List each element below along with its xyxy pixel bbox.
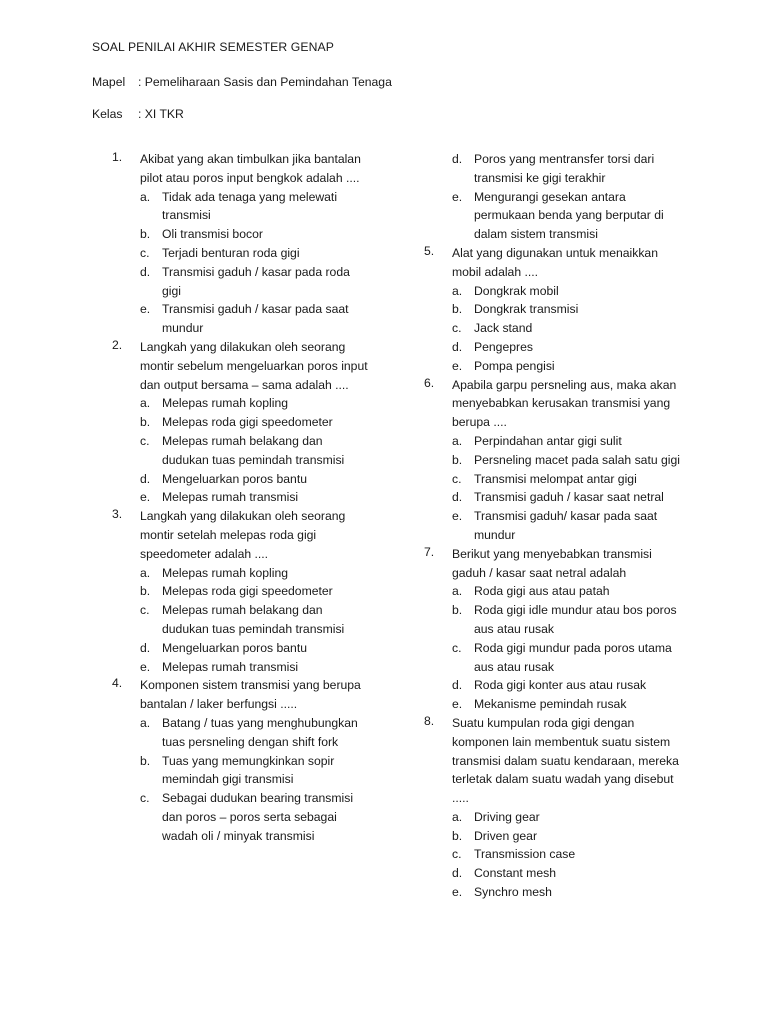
- option-label: e.: [140, 659, 151, 674]
- mapel-value: : Pemeliharaan Sasis dan Pemindahan Tenaga: [138, 75, 392, 89]
- option-text: Transmisi gaduh / kasar saat netral: [474, 490, 664, 505]
- option-label: d.: [140, 640, 151, 655]
- option-label: a.: [452, 584, 463, 599]
- left-column: [112, 150, 372, 845]
- option-label: b.: [140, 227, 151, 242]
- question-8: [424, 714, 680, 902]
- option-label: c.: [140, 433, 150, 448]
- question-text: Langkah yang dilakukan oleh seorang montir sebelum mengeluarkan poros input dan output bersama – sama adalah ....: [140, 339, 368, 392]
- option-label: e.: [452, 189, 463, 204]
- option-text: Transmisi gaduh / kasar pada roda gigi: [162, 264, 350, 298]
- option-text: Melepas roda gigi speedometer: [162, 584, 333, 599]
- option-text: Roda gigi mundur pada poros utama aus atau rusak: [474, 640, 672, 674]
- option-text: Constant mesh: [474, 866, 556, 881]
- option-label: a.: [452, 433, 463, 448]
- option-text: Pompa pengisi: [474, 358, 555, 373]
- option-text: Driving gear: [474, 809, 540, 824]
- option-a: [140, 564, 372, 583]
- option-text: Mengeluarkan poros bantu: [162, 640, 307, 655]
- option-d: [452, 150, 680, 188]
- option-c: [452, 319, 680, 338]
- option-d: [452, 864, 680, 883]
- option-text: Melepas rumah belakang dan dudukan tuas pemindah transmisi: [162, 433, 345, 467]
- option-text: Poros yang mentransfer torsi dari transmisi ke gigi terakhir: [474, 152, 655, 185]
- option-label: b.: [452, 452, 463, 467]
- option-text: Driven gear: [474, 828, 537, 843]
- question-text: Komponen sistem transmisi yang berupa bantalan / laker berfungsi .....: [140, 678, 361, 712]
- option-label: e.: [452, 358, 463, 373]
- question-number: 8.: [424, 713, 435, 728]
- option-label: e.: [140, 302, 151, 317]
- option-b: [452, 827, 680, 846]
- option-text: Terjadi benturan roda gigi: [162, 245, 300, 260]
- option-c: [140, 244, 372, 263]
- question-2: [112, 338, 372, 507]
- question-7: [424, 545, 680, 714]
- option-label: a.: [452, 809, 463, 824]
- option-label: e.: [140, 490, 151, 505]
- question-number: 3.: [112, 507, 123, 522]
- question-text: Suatu kumpulan roda gigi dengan komponen lain membentuk suatu sistem transmisi dalam suatu kendaraan, mereka terletak dalam suatu wadah yang disebut .....: [452, 715, 679, 806]
- option-label: d.: [452, 678, 463, 693]
- option-a: [140, 188, 372, 226]
- option-a: [452, 808, 680, 827]
- question-text: Apabila garpu persneling aus, maka akan menyebabkan kerusakan transmisi yang berupa ....: [452, 377, 677, 430]
- option-c: [140, 432, 372, 470]
- option-label: a.: [140, 396, 151, 411]
- option-text: Roda gigi idle mundur atau bos poros aus atau rusak: [474, 603, 677, 636]
- option-label: d.: [452, 490, 463, 505]
- question-text: Berikut yang menyebabkan transmisi gaduh / kasar saat netral adalah: [452, 546, 652, 580]
- option-e: [140, 300, 372, 338]
- option-b: [140, 582, 372, 601]
- option-e: [452, 695, 680, 714]
- question-4-continued: [424, 150, 680, 244]
- option-text: Mengeluarkan poros bantu: [162, 471, 307, 486]
- kelas-label: Kelas: [92, 107, 123, 121]
- question-number: 7.: [424, 544, 435, 559]
- option-b: [452, 451, 680, 470]
- option-label: c.: [452, 640, 462, 655]
- option-text: Transmission case: [474, 847, 576, 862]
- option-b: [452, 300, 680, 319]
- option-label: b.: [140, 584, 151, 599]
- option-label: c.: [140, 603, 150, 618]
- option-label: d.: [452, 152, 463, 166]
- option-d: [452, 488, 680, 507]
- option-d: [140, 470, 372, 489]
- option-label: c.: [452, 471, 462, 486]
- option-label: e.: [452, 697, 463, 712]
- option-text: Mengurangi gesekan antara permukaan benda yang berputar di dalam sistem transmisi: [474, 189, 664, 242]
- question-number: 1.: [112, 150, 123, 164]
- option-e: [452, 357, 680, 376]
- option-text: Melepas rumah kopling: [162, 565, 289, 580]
- page-title: SOAL PENILAI AKHIR SEMESTER GENAP: [92, 40, 334, 54]
- option-text: Melepas roda gigi speedometer: [162, 415, 333, 430]
- option-d: [140, 263, 372, 301]
- option-c: [452, 845, 680, 864]
- option-text: Oli transmisi bocor: [162, 227, 263, 242]
- option-text: Tidak ada tenaga yang melewati transmisi: [162, 189, 338, 223]
- option-b: [452, 601, 680, 639]
- question-3: [112, 507, 372, 676]
- question-5: [424, 244, 680, 376]
- option-a: [452, 582, 680, 601]
- option-label: a.: [452, 283, 463, 298]
- option-b: [140, 413, 372, 432]
- option-label: b.: [140, 753, 151, 768]
- option-c: [140, 601, 372, 639]
- option-a: [452, 282, 680, 301]
- option-label: d.: [452, 339, 463, 354]
- option-text: Transmisi melompat antar gigi: [474, 471, 637, 486]
- question-text: Langkah yang dilakukan oleh seorang montir setelah melepas roda gigi speedometer adalah ....: [140, 509, 346, 561]
- option-text: Melepas rumah transmisi: [162, 659, 299, 674]
- option-d: [452, 338, 680, 357]
- option-label: e.: [452, 885, 463, 900]
- option-text: Roda gigi aus atau patah: [474, 584, 610, 599]
- option-d: [140, 639, 372, 658]
- question-number: 6.: [424, 375, 435, 390]
- right-column: [424, 150, 680, 902]
- option-label: a.: [140, 189, 151, 204]
- question-number: 2.: [112, 337, 123, 352]
- question-6: [424, 376, 680, 545]
- option-label: a.: [140, 565, 151, 580]
- option-b: [140, 752, 372, 790]
- option-label: e.: [452, 509, 463, 524]
- option-text: Melepas rumah kopling: [162, 396, 289, 411]
- option-e: [452, 507, 680, 545]
- option-label: b.: [452, 302, 463, 317]
- option-e: [452, 883, 680, 902]
- question-text: Alat yang digunakan untuk menaikkan mobil adalah ....: [452, 245, 658, 279]
- option-label: b.: [452, 828, 463, 843]
- option-text: Perpindahan antar gigi sulit: [474, 433, 622, 448]
- option-e: [140, 658, 372, 677]
- option-text: Sebagai dudukan bearing transmisi dan poros – poros serta sebagai wadah oli / minyak transmisi: [162, 791, 354, 843]
- option-label: d.: [452, 866, 463, 881]
- option-c: [140, 789, 372, 845]
- option-text: Pengepres: [474, 339, 533, 354]
- option-label: d.: [140, 471, 151, 486]
- kelas-row: [92, 107, 184, 121]
- option-text: Tuas yang memungkinkan sopir memindah gigi transmisi: [162, 753, 335, 787]
- mapel-label: Mapel: [92, 75, 126, 89]
- option-label: c.: [140, 245, 150, 260]
- option-text: Dongkrak mobil: [474, 283, 559, 298]
- option-c: [452, 639, 680, 677]
- mapel-row: [92, 75, 392, 89]
- question-text: Akibat yang akan timbulkan jika bantalan pilot atau poros input bengkok adalah ....: [140, 152, 361, 185]
- option-label: a.: [140, 715, 151, 730]
- option-b: [140, 225, 372, 244]
- option-text: Melepas rumah belakang dan dudukan tuas pemindah transmisi: [162, 603, 345, 636]
- option-text: Synchro mesh: [474, 885, 552, 900]
- option-label: c.: [452, 847, 462, 862]
- option-a: [452, 432, 680, 451]
- option-e: [140, 488, 372, 507]
- option-label: c.: [452, 321, 462, 336]
- kelas-value: : XI TKR: [138, 107, 184, 121]
- option-e: [452, 188, 680, 244]
- question-number: 4.: [112, 676, 123, 691]
- option-label: d.: [140, 264, 151, 279]
- option-text: Roda gigi konter aus atau rusak: [474, 678, 647, 693]
- option-d: [452, 676, 680, 695]
- option-text: Batang / tuas yang menghubungkan tuas persneling dengan shift fork: [162, 715, 358, 749]
- option-c: [452, 470, 680, 489]
- option-label: b.: [140, 415, 151, 430]
- option-a: [140, 394, 372, 413]
- question-4: [112, 676, 372, 845]
- option-label: c.: [140, 791, 150, 806]
- option-text: Mekanisme pemindah rusak: [474, 697, 627, 712]
- option-text: Persneling macet pada salah satu gigi: [474, 452, 680, 467]
- option-text: Melepas rumah transmisi: [162, 490, 299, 505]
- option-a: [140, 714, 372, 752]
- option-text: Jack stand: [474, 321, 533, 336]
- option-text: Transmisi gaduh/ kasar pada saat mundur: [474, 509, 658, 542]
- question-number: 5.: [424, 243, 435, 258]
- option-text: Dongkrak transmisi: [474, 302, 579, 317]
- option-text: Transmisi gaduh / kasar pada saat mundur: [162, 302, 349, 336]
- question-1: [112, 150, 372, 338]
- option-label: b.: [452, 603, 463, 618]
